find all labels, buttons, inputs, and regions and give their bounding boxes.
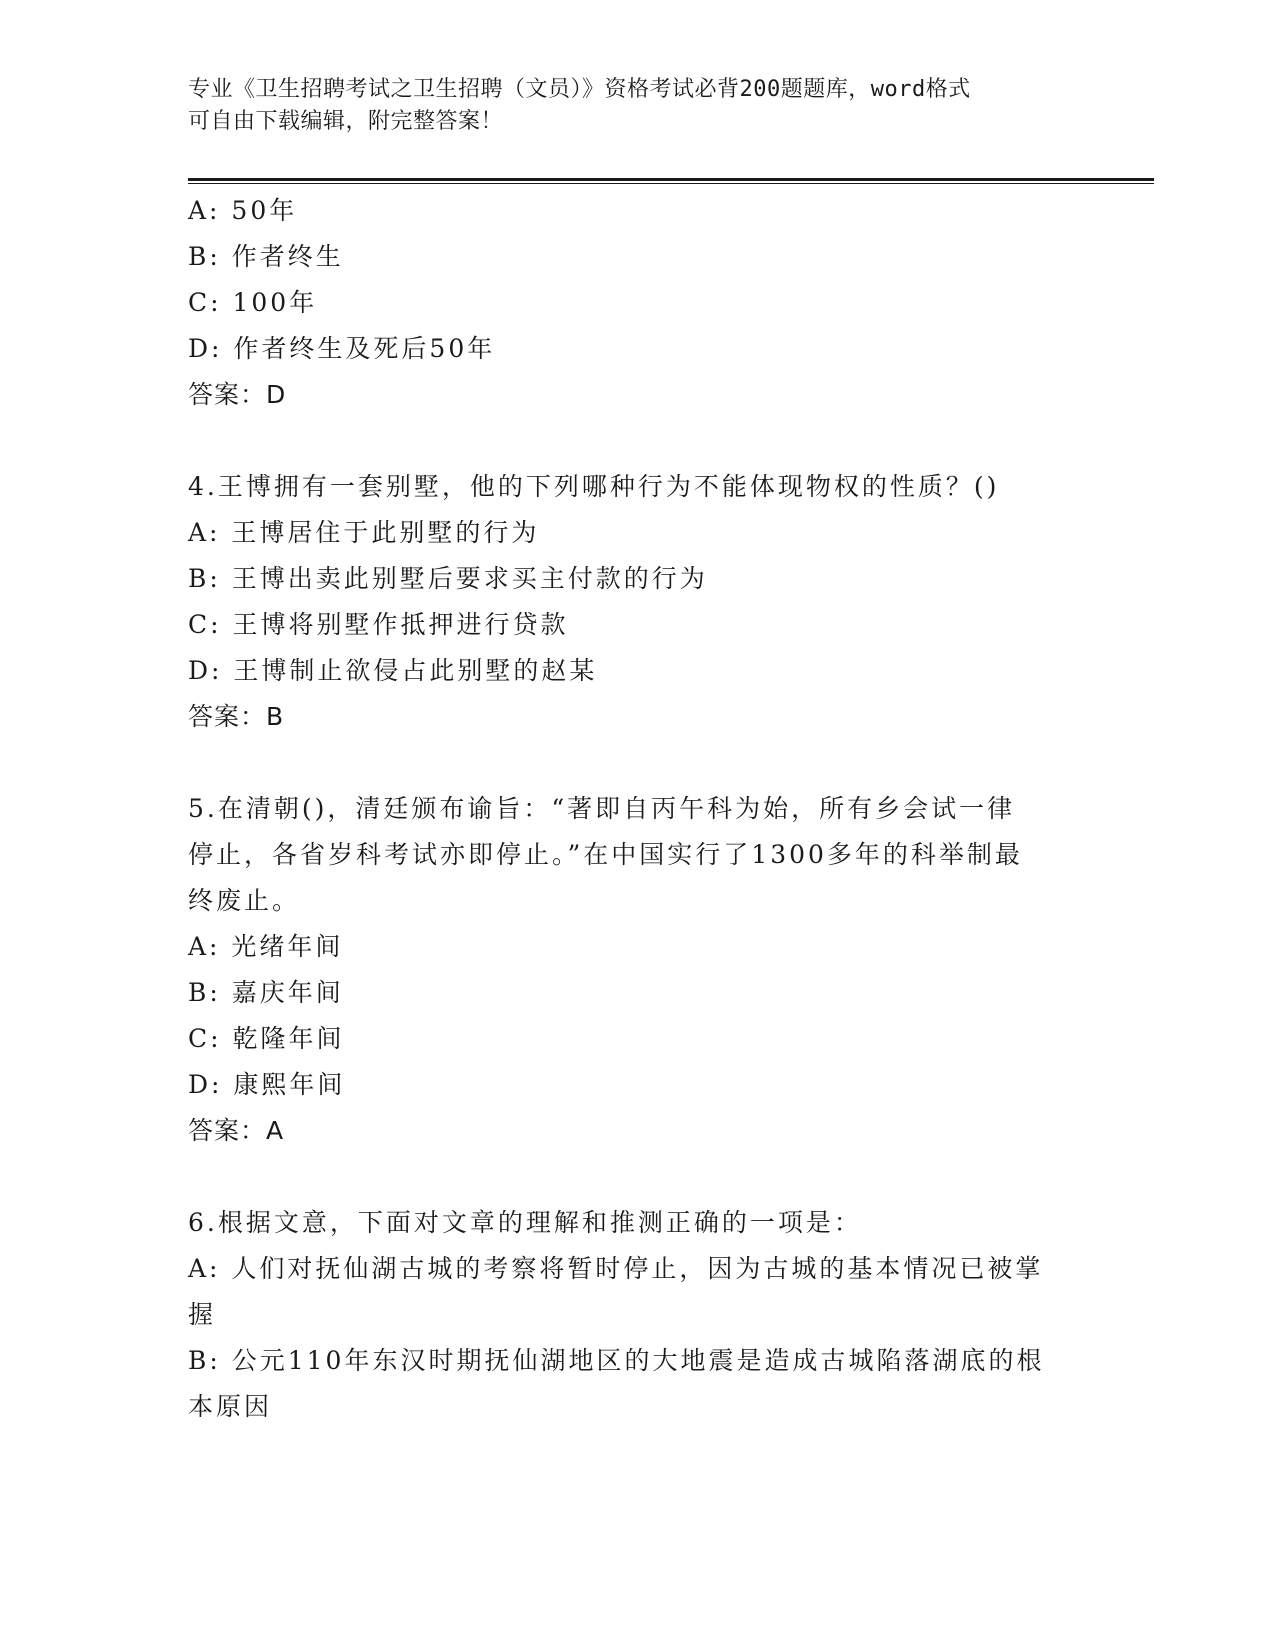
- option-a: A: 王博居住于此别墅的行为: [188, 518, 540, 547]
- question-list: [188, 188, 1088, 1430]
- header-divider-thin: [188, 183, 1154, 184]
- option-a: A: 光绪年间: [188, 932, 344, 961]
- option-b: B: 嘉庆年间: [188, 978, 344, 1007]
- option-b: B: 王博出卖此别墅后要求买主付款的行为: [188, 564, 708, 593]
- question-4: [188, 464, 1088, 740]
- question-3: [188, 188, 1088, 418]
- question-stem: 6.根据文意，下面对文章的理解和推测正确的一项是：: [188, 1208, 862, 1237]
- spacer: [188, 418, 1088, 464]
- question-stem-cont: 终废止。: [188, 886, 301, 915]
- answer: 答案：A: [188, 1116, 285, 1145]
- option-a-cont: 握: [188, 1300, 217, 1329]
- option-d: D: 作者终生及死后50年: [188, 334, 496, 363]
- option-b: B: 作者终生: [188, 242, 344, 271]
- document-header: [188, 74, 1068, 138]
- question-stem: 4.王博拥有一套别墅，他的下列哪种行为不能体现物权的性质？(): [188, 472, 1000, 501]
- option-b: B: 公元110年东汉时期抚仙湖地区的大地震是造成古城陷落湖底的根: [188, 1346, 1045, 1375]
- option-c: C: 王博将别墅作抵押进行贷款: [188, 610, 569, 639]
- question-5: [188, 786, 1088, 1154]
- header-line-1: 专业《卫生招聘考试之卫生招聘（文员）》资格考试必背200题题库，word格式: [188, 77, 971, 102]
- option-a: A: 50年: [188, 196, 298, 225]
- option-d: D: 康熙年间: [188, 1070, 346, 1099]
- header-line-2: 可自由下载编辑，附完整答案！: [188, 109, 504, 134]
- spacer: [188, 740, 1088, 786]
- answer: 答案：D: [188, 380, 287, 409]
- header-divider-thick: [188, 178, 1154, 181]
- option-d: D: 王博制止欲侵占此别墅的赵某: [188, 656, 598, 685]
- question-stem-cont: 停止，各省岁科考试亦即停止。”在中国实行了1300多年的科举制最: [188, 840, 1023, 869]
- option-c: C: 乾隆年间: [188, 1024, 345, 1053]
- spacer: [188, 1154, 1088, 1200]
- option-a: A: 人们对抚仙湖古城的考察将暂时停止，因为古城的基本情况已被掌: [188, 1254, 1044, 1283]
- option-c: C: 100年: [188, 288, 318, 317]
- question-stem: 5.在清朝()，清廷颁布谕旨：“著即自丙午科为始，所有乡会试一律: [188, 794, 1016, 823]
- option-b-cont: 本原因: [188, 1392, 273, 1421]
- answer: 答案：B: [188, 702, 285, 731]
- question-6: [188, 1200, 1088, 1430]
